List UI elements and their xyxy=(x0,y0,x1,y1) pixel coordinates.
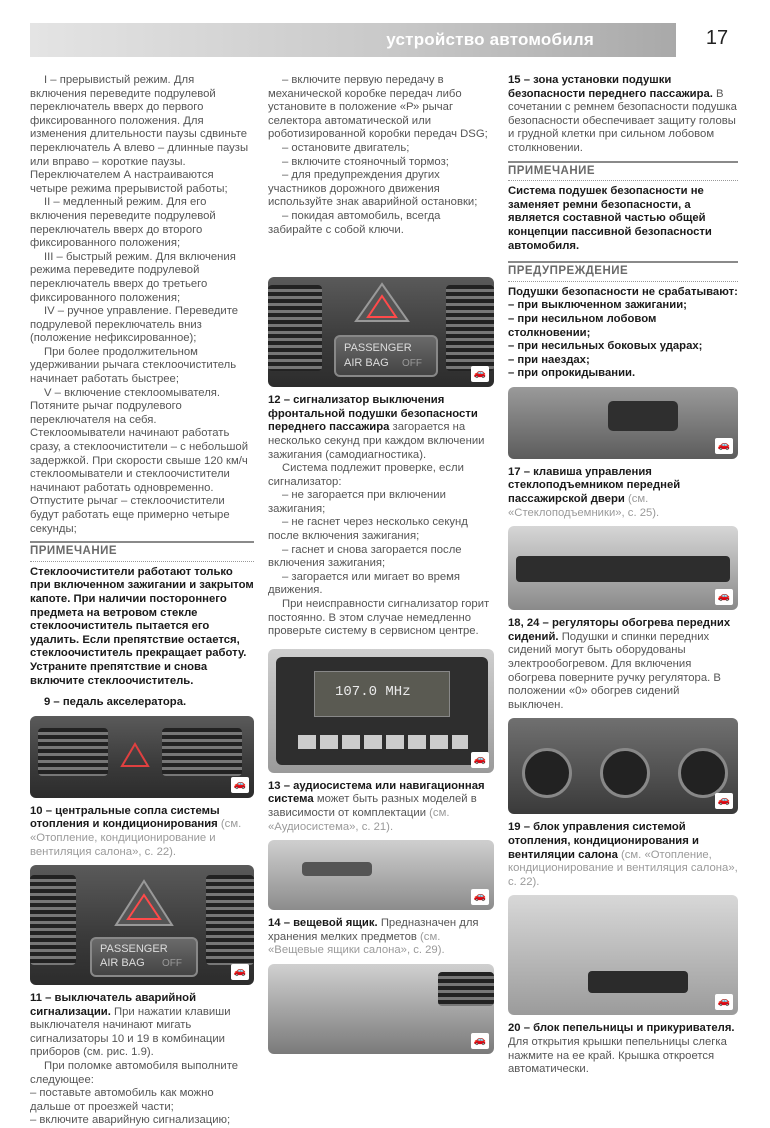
hazard-icon xyxy=(352,281,412,325)
item-17-caption xyxy=(508,466,738,520)
climate-knob-right xyxy=(678,748,728,798)
photo-airbag-indicator xyxy=(268,277,494,387)
paragraph: III – быстрый режим. Для включения режима переведите подрулевой переключатель вверх до третьего фиксированного положения; xyxy=(30,250,236,304)
item-11-text: При нажатии клавиши выключателя начинают мигать сигнализаторы 10 и 19 в комбинации приборов (см. рис. 1.9). xyxy=(30,1005,231,1059)
airbag-indicator xyxy=(334,335,438,377)
photo-seat-heating xyxy=(508,526,738,610)
list-item: – не гаснет через несколько секунд после включения зажигания; xyxy=(268,516,468,543)
car-icon: 🚗 xyxy=(715,438,733,454)
item-10-ref: (см. «Отопление, кондиционирование и вентиляция салона», с. 22). xyxy=(30,818,242,858)
list-item: – при выключенном зажигании; xyxy=(508,299,687,312)
paragraph: IV – ручное управление. Переведите подрулевой переключатель вниз (положение нефиксированное); xyxy=(30,305,239,345)
list-item: – покидая автомобиль, всегда забирайте с собой ключи. xyxy=(268,209,441,236)
column-1 xyxy=(30,74,254,1128)
list-item: – включите первую передачу в механической коробке передач либо установите в положение «Р» рычаг селектора автоматической или роботизированной коробки передач DSG; xyxy=(268,74,488,141)
vent-right xyxy=(438,972,494,1006)
item-17-ref: (см. «Стеклоподъемники», с. 25). xyxy=(508,493,660,519)
item-20-title: 20 – блок пепельницы и прикуривателя. xyxy=(508,1022,735,1035)
header-bar xyxy=(30,23,676,57)
item-11-title: 11 – выключатель аварийной сигнализации. xyxy=(30,992,197,1018)
note-heading: ПРИМЕЧАНИЕ xyxy=(30,541,254,562)
paragraph: При поломке автомобиля выполните следующее: xyxy=(30,1060,239,1086)
list-item: – при несильных боковых ударах; xyxy=(508,340,703,353)
item-15-text: В сочетании с ремнем безопасности подушка безопасности обеспечивает защиту головы и грудной клетки при сильном лобовом столкновении. xyxy=(508,87,737,154)
photo-audio-system xyxy=(268,649,494,773)
list-item: – поставьте автомобиль как можно дальше от проезжей части; xyxy=(30,1087,214,1113)
note-text: Стеклоочистители работают только при включенном зажигании и закрытом капоте. При наличии постороннего предмета на ветровом стекле стеклоочиститель пытается его удалить. Если препятствие остается, стеклоочиститель прекращает работу. Устраните препятствие и снова включите стеклоочиститель. xyxy=(30,565,254,687)
item-14-ref: (см. «Вещевые ящики салона», с. 29). xyxy=(268,930,445,957)
note-text: Система подушек безопасности не заменяет ремни безопасности, а является составной частью общей концепции пассивной безопасности автомобиля. xyxy=(508,185,712,252)
car-icon: 🚗 xyxy=(471,1033,489,1049)
hazard-icon xyxy=(120,742,150,768)
car-icon: 🚗 xyxy=(715,793,733,809)
item-19-caption xyxy=(508,821,738,889)
item-9-caption: 9 – педаль акселератора. xyxy=(44,696,187,709)
vent-left xyxy=(30,875,76,965)
list-item: – включите аварийную сигнализацию; xyxy=(30,1114,231,1127)
photo-glovebox xyxy=(268,840,494,910)
vent-right xyxy=(162,728,242,776)
airbag-label-2: AIR BAG xyxy=(344,357,389,370)
airbag-label-2: AIR BAG xyxy=(100,957,145,970)
list-item: – остановите двигатель; xyxy=(282,141,410,154)
car-icon: 🚗 xyxy=(715,589,733,605)
item-20-caption xyxy=(508,1022,738,1076)
item-10-caption xyxy=(30,805,254,859)
airbag-label-1: PASSENGER xyxy=(100,943,168,956)
page-header xyxy=(30,23,742,57)
column-3 xyxy=(508,74,738,1077)
item-13-text: может быть разных моделей в зависимости от комплектации xyxy=(268,793,477,819)
car-icon: 🚗 xyxy=(471,889,489,905)
glovebox-handle xyxy=(302,862,372,876)
vent-right xyxy=(446,285,494,371)
list-item: – при наездах; xyxy=(508,353,590,366)
vent-right xyxy=(206,875,254,965)
radio-display xyxy=(314,671,450,717)
airbag-off-label: OFF xyxy=(162,958,182,970)
item-17-title: 17 – клавиша управления стеклоподъемником передней пассажирской двери xyxy=(508,465,681,506)
paragraph: При более продолжительном удерживании рычага стеклоочиститель начинает работать быстрее; xyxy=(30,345,237,386)
ashtray-lid xyxy=(588,971,688,993)
column-2 xyxy=(268,74,494,1061)
vent-left xyxy=(268,285,322,371)
list-item: – включите стояночный тормоз; xyxy=(282,155,449,168)
photo-climate-control xyxy=(508,718,738,814)
item-14-text: Предназначен для хранения мелких предметов xyxy=(268,917,479,943)
item-11-caption xyxy=(30,992,254,1060)
warning-heading: ПРЕДУПРЕЖДЕНИЕ xyxy=(508,261,738,282)
page-number: 17 xyxy=(705,27,729,49)
item-12-text: загорается на несколько секунд при каждом включении зажигания (самодиагностика). xyxy=(268,421,485,461)
list-item: – при несильном лобовом столкновении; xyxy=(508,312,657,339)
photo-ashtray xyxy=(508,895,738,1015)
car-icon: 🚗 xyxy=(715,994,733,1010)
car-icon: 🚗 xyxy=(471,366,489,382)
list-item: – при опрокидывании. xyxy=(508,367,636,380)
climate-knob-center xyxy=(600,748,650,798)
warning-list xyxy=(508,286,738,381)
paragraph: V – включение стеклоомывателя. Потяните рычаг подрулевого переключателя на себя. Стеклоомыватели начинают работать сразу, а стеклоочистители – с небольшой задержкой. При скорости свыше 120 км/ч стеклоомыватели и стеклоочистители начинают работать одновременно. Отпустите рычаг – стеклоочистители будут работать еще примерно четыре секунды; xyxy=(30,386,249,535)
item-14-title: 14 – вещевой ящик. xyxy=(268,917,378,930)
note-heading: ПРИМЕЧАНИЕ xyxy=(508,161,738,182)
car-icon: 🚗 xyxy=(471,752,489,768)
list-item: – загорается или мигает во время движения. xyxy=(268,570,461,597)
seat-heating-panel xyxy=(516,556,730,582)
item-13-caption xyxy=(268,780,494,834)
list-item: – не загорается при включении зажигания; xyxy=(268,489,446,515)
photo-hazard-switch xyxy=(30,865,254,985)
photo-airbag-zone xyxy=(268,964,494,1054)
photo-central-vents xyxy=(30,716,254,798)
item-18-text: Подушки и спинки передних сидений могут быть оборудованы электрообогревом. Для включения обогрева поверните ручку регулятора. В положении «0» обогрев сидений выключен. xyxy=(508,630,721,711)
airbag-off-label: OFF xyxy=(402,358,422,370)
photo-window-switch xyxy=(508,387,738,459)
item-18-title: 18, 24 – регуляторы обогрева передних сидений. xyxy=(508,617,731,643)
airbag-indicator xyxy=(90,937,198,977)
radio-frequency: 107.0 MHz xyxy=(335,683,411,700)
paragraph: II – медленный режим. Для его включения переведите подрулевой переключатель вверх до второго фиксированного положения; xyxy=(30,196,216,250)
item-14-caption xyxy=(268,917,494,958)
item-10-title: 10 – центральные сопла системы отопления и кондиционирования xyxy=(30,804,220,831)
car-icon: 🚗 xyxy=(231,777,249,793)
list-item: – для предупреждения других участников дорожного движения используйте знак аварийной остановки; xyxy=(268,169,478,209)
hazard-icon xyxy=(112,877,176,929)
paragraph: Система подлежит проверке, если сигнализатор: xyxy=(268,462,464,488)
list-item: – гаснет и снова загорается после включения зажигания; xyxy=(268,543,462,570)
paragraph: При неисправности сигнализатор горит постоянно. В этом случае немедленно проверьте систему в сервисном центре. xyxy=(268,598,490,638)
car-icon: 🚗 xyxy=(231,964,249,980)
item-18-caption xyxy=(508,617,738,712)
radio-buttons xyxy=(298,735,468,749)
item-13-title: 13 – аудиосистема или навигационная система xyxy=(268,779,485,806)
airbag-label-1: PASSENGER xyxy=(344,342,412,355)
item-15-title: 15 – зона установки подушки безопасности переднего пассажира. xyxy=(508,74,713,100)
warning-intro: Подушки безопасности не срабатывают: xyxy=(508,285,738,298)
climate-knob-left xyxy=(522,748,572,798)
window-switch xyxy=(608,401,678,431)
item-15-caption xyxy=(508,74,738,156)
vent-left xyxy=(38,728,108,776)
item-12-caption xyxy=(268,394,494,462)
item-19-title: 19 – блок управления системой отопления, кондиционирования и вентиляции салона xyxy=(508,821,699,861)
section-title: устройство автомобиля xyxy=(386,30,594,49)
item-12-title: 12 – сигнализатор выключения фронтальной подушки безопасности переднего пассажира xyxy=(268,394,478,434)
paragraph: I – прерывистый режим. Для включения переведите подрулевой переключатель вверх до первого фиксированного положения. Для изменения длительности паузы сдвиньте переключатель А влево – длинные паузы или вправо – короткие паузы. Переключателем А настраиваются четыре режима прерывистой работы; xyxy=(30,74,249,195)
item-20-text: Для открытия крышки пепельницы слегка нажмите на ее край. Крышка откроется автоматически. xyxy=(508,1035,727,1076)
item-19-ref: (см. «Отопление, кондиционирование и вентиляция салона», с. 22). xyxy=(508,848,738,888)
item-13-ref: (см. «Аудиосистема», с. 21). xyxy=(268,807,450,833)
